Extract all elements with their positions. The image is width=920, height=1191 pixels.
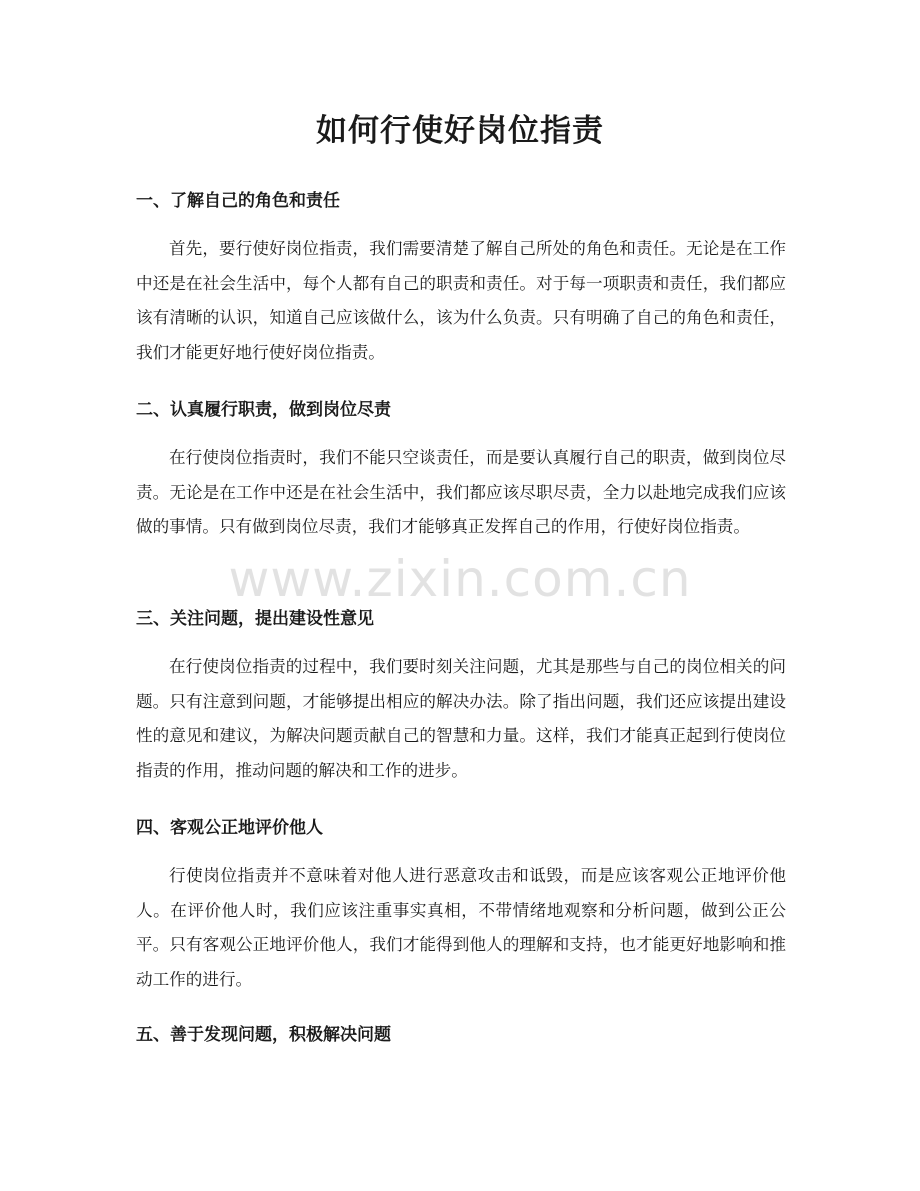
document-title: 如何行使好岗位指责 <box>316 113 604 149</box>
section-heading: 二、认真履行职责，做到岗位尽责 <box>136 400 391 420</box>
section-heading: 五、善于发现问题，积极解决问题 <box>136 1025 391 1045</box>
section-constructive-opinions <box>136 606 786 788</box>
section-paragraph: 在行使岗位指责时，我们不能只空谈责任，而是要认真履行自己的职责，做到岗位尽责。无论是在工作中还是在社会生活中，我们都应该尽职尽责，全力以赴地完成我们应该做的事情。只有做到岗位尽责，我们才能够真正发挥自己的作用，行使好岗位指责。 <box>136 448 786 537</box>
section-role-responsibility <box>136 188 786 370</box>
section-fulfill-duties <box>136 397 786 545</box>
section-heading: 三、关注问题，提出建设性意见 <box>136 609 374 629</box>
section-fair-evaluation <box>136 815 786 997</box>
section-heading: 四、客观公正地评价他人 <box>136 818 323 838</box>
section-solve-problems <box>136 1022 786 1048</box>
watermark: www.zixin.com.cn <box>228 550 692 608</box>
section-paragraph: 行使岗位指责并不意味着对他人进行恶意攻击和诋毁，而是应该客观公正地评价他人。在评价他人时，我们应该注重事实真相，不带情绪地观察和分析问题，做到公正公平。只有客观公正地评价他人，我们才能得到他人的理解和支持，也才能更好地影响和推动工作的进行。 <box>136 866 786 989</box>
section-heading: 一、了解自己的角色和责任 <box>136 191 340 211</box>
section-paragraph: 首先，要行使好岗位指责，我们需要清楚了解自己所处的角色和责任。无论是在工作中还是在社会生活中，每个人都有自己的职责和责任。对于每一项职责和责任，我们都应该有清晰的认识，知道自己应该做什么，该为什么负责。只有明确了自己的角色和责任，我们才能更好地行使好岗位指责。 <box>136 239 786 362</box>
section-paragraph: 在行使岗位指责的过程中，我们要时刻关注问题，尤其是那些与自己的岗位相关的问题。只有注意到问题，才能够提出相应的解决办法。除了指出问题，我们还应该提出建设性的意见和建议，为解决问题贡献自己的智慧和力量。这样，我们才能真正起到行使岗位指责的作用，推动问题的解决和工作的进步。 <box>136 657 786 780</box>
